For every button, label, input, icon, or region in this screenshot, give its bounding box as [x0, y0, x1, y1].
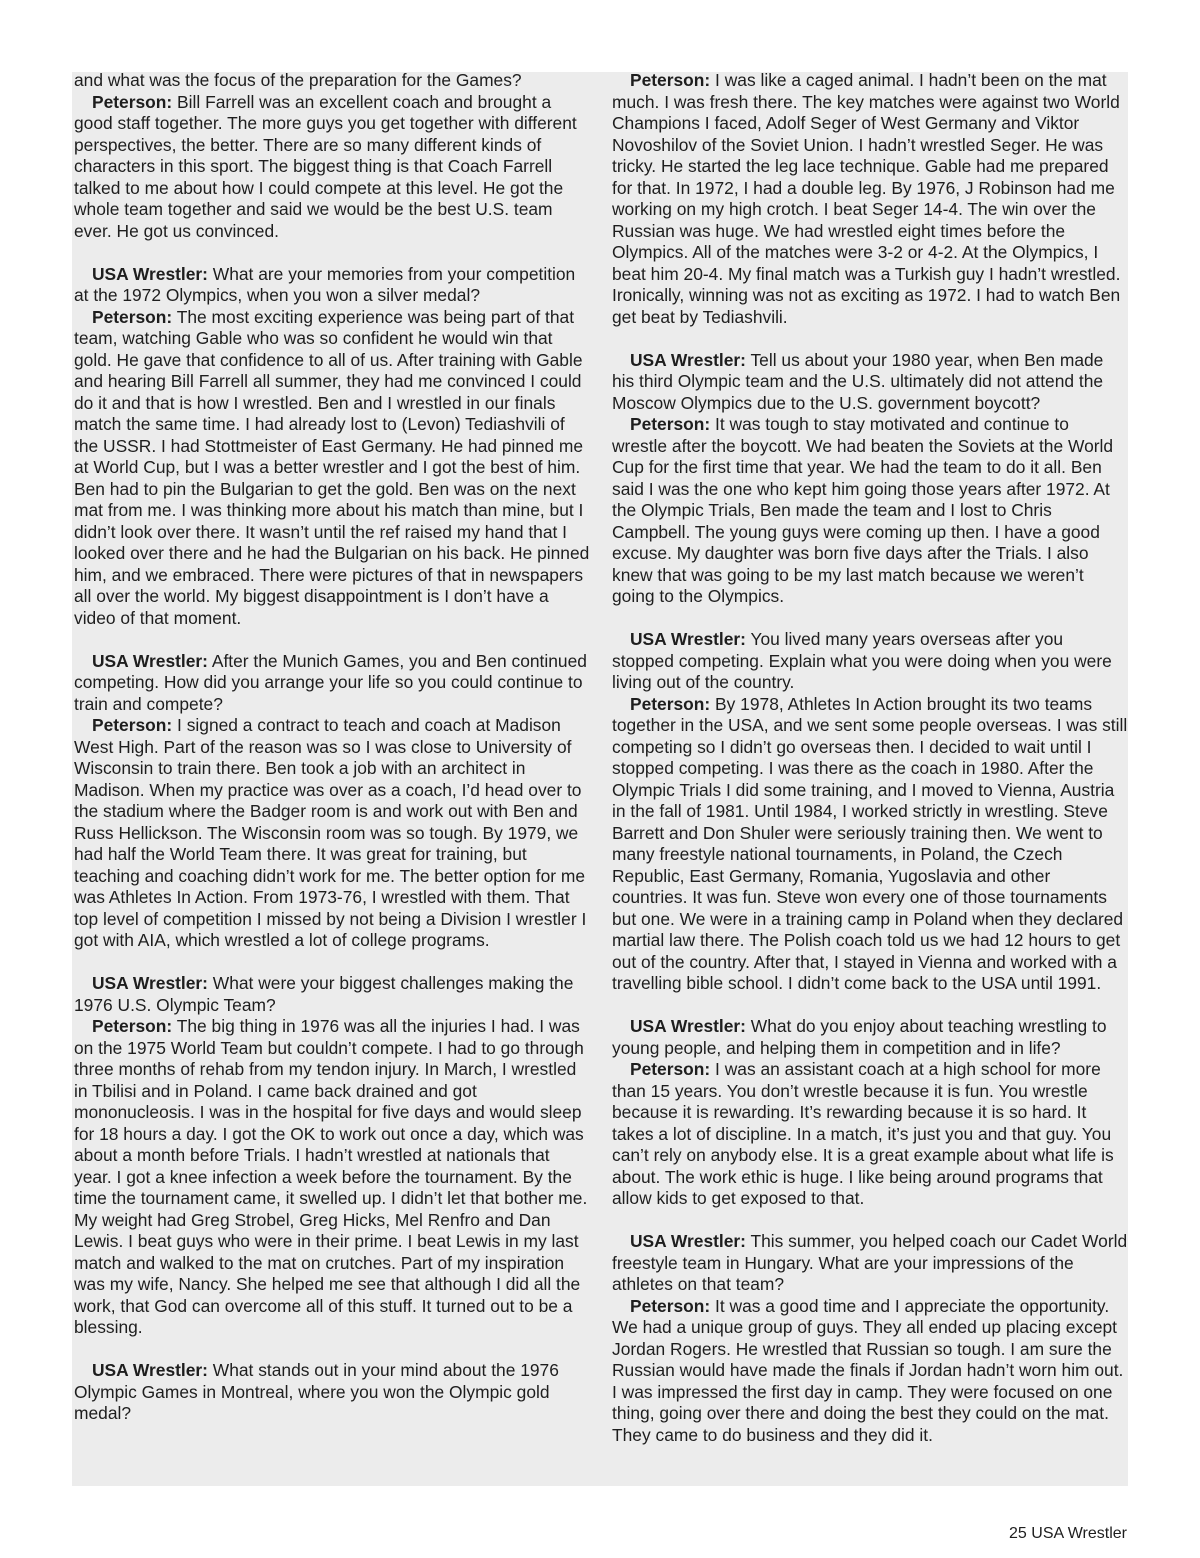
speaker-label: Peterson: — [92, 91, 173, 112]
paragraph-text: After the Munich Games, you and Ben continued competing. How did you arrange your life so you could continue to train and compete? — [74, 650, 587, 714]
paragraph-text: What are your memories from your competition at the 1972 Olympics, when you won a silver medal? — [74, 263, 576, 305]
speaker-label: Peterson: — [630, 1059, 711, 1079]
speaker-label: USA Wrestler: — [630, 629, 746, 649]
speaker-label: USA Wrestler: — [630, 1231, 746, 1251]
paragraph-text: You lived many years overseas after you stopped competing. Explain what you were doing when you were living out of the country. — [612, 629, 1112, 692]
question-paragraph — [612, 629, 1128, 694]
speaker-label: Peterson: — [92, 715, 173, 735]
paragraph-text: By 1978, Athletes In Action brought its two teams together in the USA, and we sent some people overseas. I was still competing so I didn’t go overseas then. I decided to wait until I stopped competing. I was there as the coach in 1980. After the Olympic Trials I did some training, and I moved to Vienna, Austria in the fall of 1981. Until 1984, I worked strictly in wrestling. Steve Barrett and Don Shuler were seriously training then. We went to many freestyle national tournaments, in Poland, the Czech Republic, East Germany, Romania, Yugoslavia and other countries. It was fun. Steve won every one of those tournaments but one. We were in a training camp in Poland when they declared martial law there. The Polish coach told us we had 12 hours to get out of the country. After that, I stayed in Vienna and worked with a travelling bible school. I didn’t come back to the USA until 1991. — [612, 693, 1128, 993]
paragraph-text: Tell us about your 1980 year, when Ben made his third Olympic team and the U.S. ultimately did not attend the Moscow Olympics due to the U.S. government boycott? — [612, 349, 1104, 413]
paragraph-text: I was like a caged animal. I hadn’t been on the mat much. I was fresh there. The key matches were against two World Champions I faced, Adolf Seger of West Germany and Viktor Novoshilov of the Soviet Union. I hadn’t wrestled Seger. He was tricky. He started the leg lace technique. Gable had me prepared for that. In 1972, I had a double leg. By 1976, J Robinson had me working on my high crotch. I beat Seger 14-4. The win over the Russian was huge. We had wrestled eight times before the Olympics. All of the matches were 3-2 or 4-2. At the Olympics, I beat him 20-4. My final match was a Turkish guy I hadn’t wrestled. Ironically, winning was not as exciting as 1972. I had to watch Ben get beat by Tediashvili. — [612, 70, 1121, 327]
question-paragraph — [74, 651, 590, 716]
speaker-label: Peterson: — [630, 1295, 711, 1316]
question-paragraph — [612, 1016, 1128, 1059]
speaker-label: Peterson: — [630, 693, 711, 714]
speaker-label: Peterson: — [630, 70, 711, 90]
paragraph-text: It was tough to stay motivated and continue to wrestle after the boycott. We had beaten the Soviets at the World Cup for the first time that year. We had the team to do it all. Ben said I was the one who kept him going those years after 1972. At the Olympic Trials, Ben made the team and I lost to Chris Campbell. The young guys were coming up then. I have a good excuse. My daughter was born five days after the Trials. I also knew that was going to be my last match because we weren’t going to the Olympics. — [612, 414, 1114, 606]
paragraph-gap — [612, 608, 1128, 630]
paragraph-text: It was a good time and I appreciate the opportunity. We had a unique group of guys. They all ended up placing except Jordan Rogers. He wrestled that Russian so tough. I am sure the Russian would have made the finals if Jordan hadn’t worn him out. I was impressed the first day in camp. They were focused on one thing, going over there and doing the best they could on the mat. They came to do business and they did it. — [612, 1295, 1124, 1445]
paragraph-gap — [612, 328, 1128, 350]
answer-paragraph — [74, 715, 590, 952]
speaker-label: USA Wrestler: — [92, 650, 208, 671]
question-paragraph — [74, 1360, 590, 1425]
paragraph-gap — [74, 952, 590, 974]
continued-paragraph — [74, 70, 590, 92]
question-paragraph — [612, 350, 1128, 415]
speaker-label: Peterson: — [630, 414, 711, 434]
paragraph-text: What stands out in your mind about the 1976 Olympic Games in Montreal, where you won the Olympic gold medal? — [74, 1360, 559, 1423]
paragraph-gap — [74, 242, 590, 264]
paragraph-text: I signed a contract to teach and coach at Madison West High. Part of the reason was so I was close to University of Wisconsin to train there. Ben took a job with an architect in Madison. When my practice was over as a coach, I’d head over to the stadium where the Badger room is and work out with Ben and Russ Hellickson. The Wisconsin room was so tough. By 1979, we had half the World Team there. It was great for training, but teaching and coaching didn’t work for me. The better option for me was Athletes In Action. From 1973-76, I wrestled with them. That top level of competition I missed by not being a Division I wrestler I got with AIA, which wrestled a lot of college programs. — [74, 715, 587, 950]
answer-paragraph — [74, 307, 590, 630]
paragraph-text: Bill Farrell was an excellent coach and brought a good staff together. The more guys you get together with different perspectives, the better. There are so many different kinds of characters in this sport. The biggest thing is that Coach Farrell talked to me about how I could compete at this level. He got the whole team together and said we would be the best U.S. team ever. He got us convinced. — [74, 91, 577, 241]
answer-paragraph — [74, 1016, 590, 1339]
paragraph-text: and what was the focus of the preparation for the Games? — [74, 70, 522, 90]
speaker-label: USA Wrestler: — [630, 1016, 746, 1036]
question-paragraph — [612, 1231, 1128, 1296]
question-paragraph — [74, 264, 590, 307]
paragraph-gap — [612, 995, 1128, 1017]
answer-paragraph — [612, 70, 1128, 328]
page-folio: 25 USA Wrestler — [1009, 1525, 1127, 1542]
paragraph-text: The big thing in 1976 was all the injuries I had. I was on the 1975 World Team but couldn’t compete. I had to go through three months of rehab from my tendon injury. In March, I wrestled in Tbilisi and in Poland. I came back drained and got mononucleosis. I was in the hospital for five days and would sleep for 18 hours a day. I got the OK to work out once a day, which was about a month before Trials. I hadn’t wrestled at nationals that year. I got a knee infection a week before the tournament. By the time the tournament came, it swelled up. I didn’t let that bother me. My weight had Greg Strobel, Greg Hicks, Mel Renfro and Dan Lewis. I beat guys who were in their prime. I beat Lewis in my last match and walked to the mat on crutches. Part of my inspiration was my wife, Nancy. She helped me see that although I did all the work, that God can overcome all of this stuff. It turned out to be a blessing. — [74, 1016, 588, 1337]
paragraph-gap — [74, 1339, 590, 1361]
speaker-label: USA Wrestler: — [92, 973, 208, 993]
paragraph-gap — [74, 629, 590, 651]
speaker-label: USA Wrestler: — [92, 1360, 208, 1380]
left-column — [74, 70, 590, 1425]
paragraph-text: The most exciting experience was being part of that team, watching Gable who was so confident he would win that gold. He gave that confidence to all of us. After training with Gable and hearing Bill Farrell all summer, they had me convinced I could do it and that is how I wrestled. Ben and I wrestled in our finals match the same time. I had already lost to (Levon) Tediashvili of the USSR. I had Stottmeister of East Germany. He had pinned me at World Cup, but I was a better wrestler and I got the best of him. Ben had to pin the Bulgarian to get the gold. Ben was on the next mat from me. I was thinking more about his match than mine, but I didn’t look over there. It wasn’t until the ref raised my hand that I looked over there and he had the Bulgarian on his back. He pinned him, and we embraced. There were pictures of that in newspapers all over the world. My biggest disappointment is I don’t have a video of that moment. — [74, 306, 590, 628]
question-paragraph — [74, 973, 590, 1016]
answer-paragraph — [74, 92, 590, 243]
answer-paragraph — [612, 694, 1128, 995]
speaker-label: Peterson: — [92, 1016, 173, 1036]
speaker-label: USA Wrestler: — [630, 349, 746, 370]
right-column — [612, 70, 1128, 1446]
paragraph-text: What were your biggest challenges making the 1976 U.S. Olympic Team? — [74, 973, 574, 1015]
answer-paragraph — [612, 414, 1128, 608]
answer-paragraph — [612, 1059, 1128, 1210]
speaker-label: Peterson: — [92, 306, 173, 327]
speaker-label: USA Wrestler: — [92, 263, 208, 284]
paragraph-text: This summer, you helped coach our Cadet World freestyle team in Hungary. What are your impressions of the athletes on that team? — [612, 1231, 1128, 1294]
paragraph-gap — [612, 1210, 1128, 1232]
answer-paragraph — [612, 1296, 1128, 1447]
paragraph-text: What do you enjoy about teaching wrestling to young people, and helping them in competition and in life? — [612, 1016, 1107, 1058]
paragraph-text: I was an assistant coach at a high school for more than 15 years. You don’t wrestle because it is fun. You wrestle because it is rewarding. It’s rewarding because it is so hard. It takes a lot of discipline. In a match, it’s just you and that guy. You can’t rely on anybody else. It is a great example about what life is about. The work ethic is huge. I like being around programs that allow kids to get exposed to that. — [612, 1059, 1114, 1208]
